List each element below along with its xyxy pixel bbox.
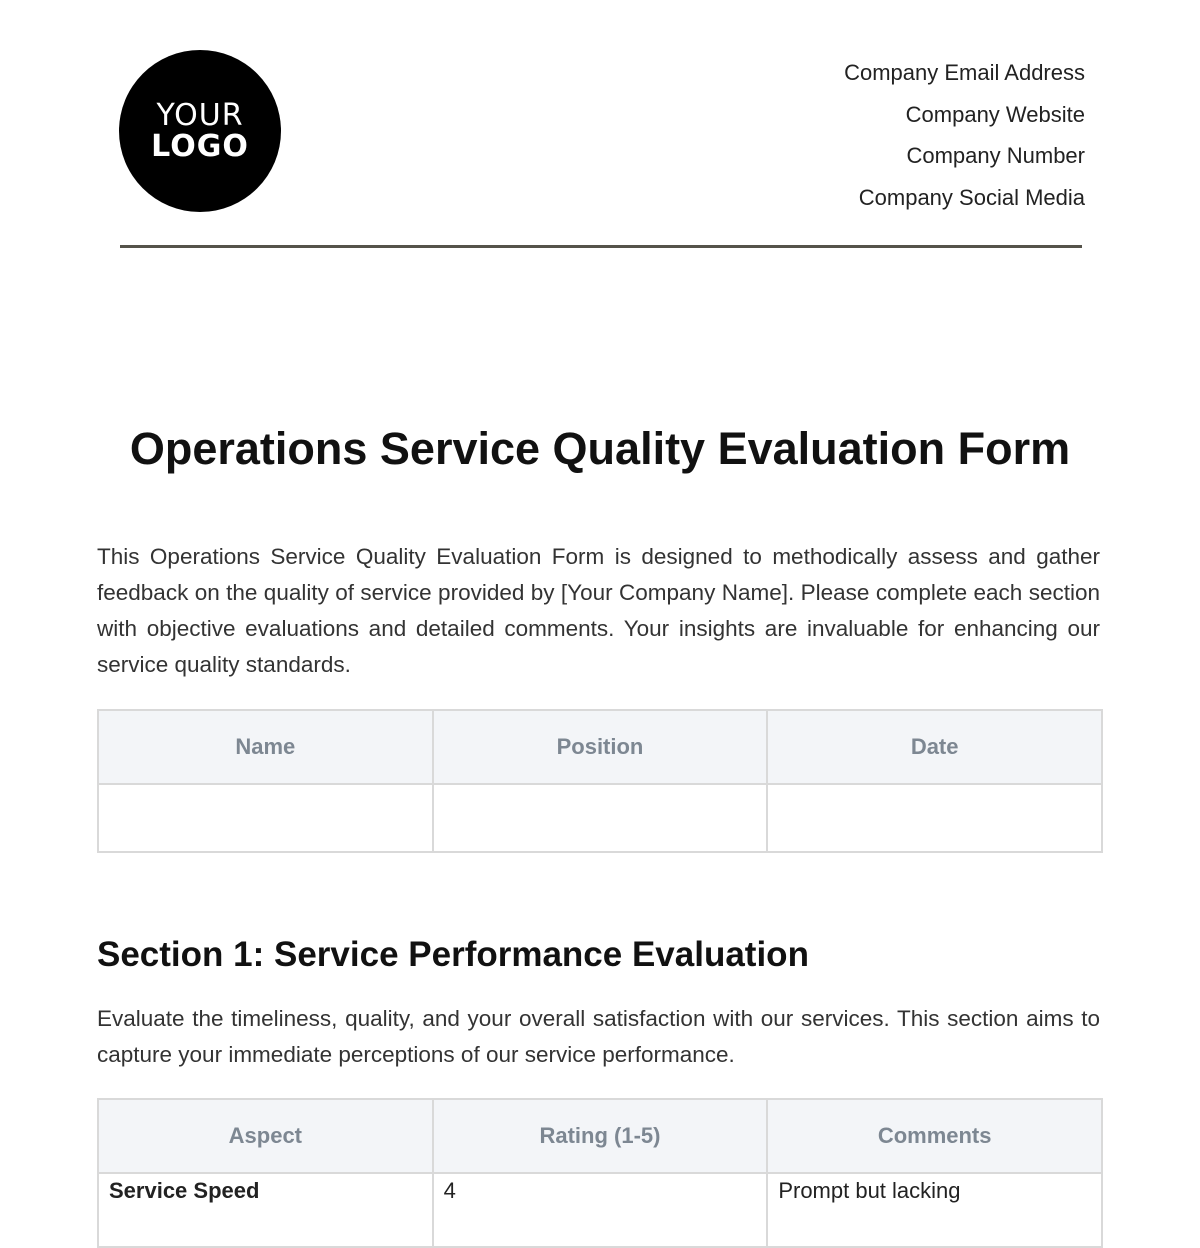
table-header-row <box>98 710 1102 784</box>
position-cell[interactable] <box>433 784 768 852</box>
aspect-cell: Service Speed <box>98 1173 433 1247</box>
service-performance-table <box>97 1098 1103 1248</box>
table-row <box>98 1173 1102 1247</box>
header-date: Date <box>767 710 1102 784</box>
logo-text-line1: YOUR <box>156 97 244 133</box>
respondent-info-table <box>97 709 1103 853</box>
company-email: Company Email Address <box>844 60 1085 85</box>
company-contact-block <box>844 52 1085 218</box>
header-comments: Comments <box>767 1099 1102 1173</box>
header-rating: Rating (1-5) <box>433 1099 768 1173</box>
header-divider <box>120 245 1082 248</box>
table-row <box>98 784 1102 852</box>
section-1-heading: Section 1: Service Performance Evaluation <box>97 935 809 974</box>
rating-cell[interactable]: 4 <box>433 1173 768 1247</box>
section-1-description: Evaluate the timeliness, quality, and your overall satisfaction with our services. This section aims to capture your immediate perceptions of our service performance. <box>97 1006 1100 1067</box>
company-number: Company Number <box>906 143 1085 168</box>
name-cell[interactable] <box>98 784 433 852</box>
page-title: Operations Service Quality Evaluation Form <box>129 423 1071 474</box>
table-header-row <box>98 1099 1102 1173</box>
logo-text-line2: LOGO <box>151 129 249 164</box>
intro-paragraph: This Operations Service Quality Evaluation Form is designed to methodically assess and gather feedback on the quality of service provided by [Your Company Name]. Please complete each section with objective evaluations and detailed comments. Your insights are invaluable for enhancing our service quality standards. <box>97 544 1100 677</box>
comments-cell[interactable]: Prompt but lacking <box>767 1173 1102 1247</box>
header-aspect: Aspect <box>98 1099 433 1173</box>
company-social-media: Company Social Media <box>858 184 1085 210</box>
company-website: Company Website <box>905 101 1085 127</box>
header-name: Name <box>98 710 433 784</box>
header-position: Position <box>433 710 768 784</box>
date-cell[interactable] <box>767 784 1102 852</box>
company-logo <box>119 50 281 212</box>
